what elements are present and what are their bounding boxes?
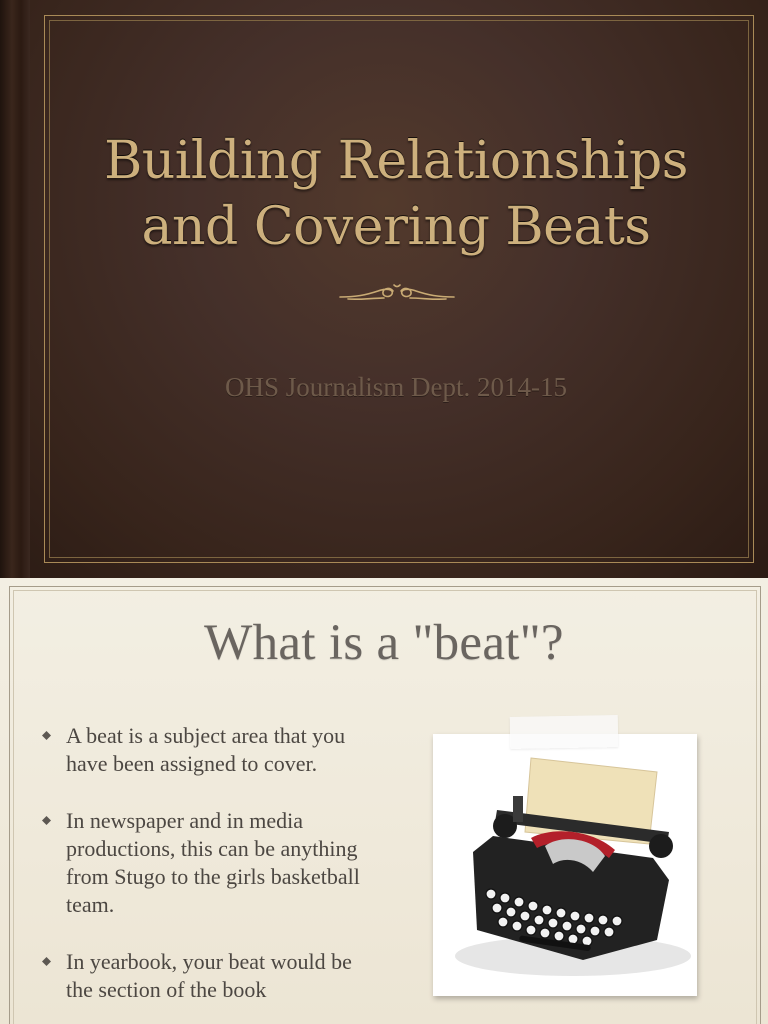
content-slide bbox=[0, 578, 768, 1024]
bullet-diamond-icon bbox=[42, 731, 51, 740]
typewriter-photo bbox=[433, 734, 697, 996]
list-item bbox=[42, 807, 372, 919]
list-item bbox=[42, 948, 372, 1004]
bullet-diamond-icon bbox=[42, 957, 51, 966]
list-item bbox=[42, 722, 372, 778]
slide-heading: What is a "beat"? bbox=[204, 615, 564, 671]
flourish-ornament-icon bbox=[338, 281, 456, 303]
bullet-text: A beat is a subject area that you have been assigned to cover. bbox=[66, 723, 346, 776]
bullet-list bbox=[42, 722, 372, 1024]
bullet-text: In newspaper and in media productions, this can be anything from Stugo to the girls basketball team. bbox=[66, 808, 360, 917]
slide-title bbox=[56, 128, 736, 260]
bullet-text: In yearbook, your beat would be the section of the book bbox=[66, 949, 352, 1002]
tape-strip bbox=[510, 715, 619, 749]
slide-title-line-2: and Covering Beats bbox=[141, 197, 651, 257]
bullet-diamond-icon bbox=[42, 816, 51, 825]
slide-title-line-1: Building Relationships bbox=[104, 131, 688, 191]
slide-subtitle: OHS Journalism Dept. 2014-15 bbox=[225, 372, 567, 402]
typewriter-icon bbox=[433, 734, 697, 996]
